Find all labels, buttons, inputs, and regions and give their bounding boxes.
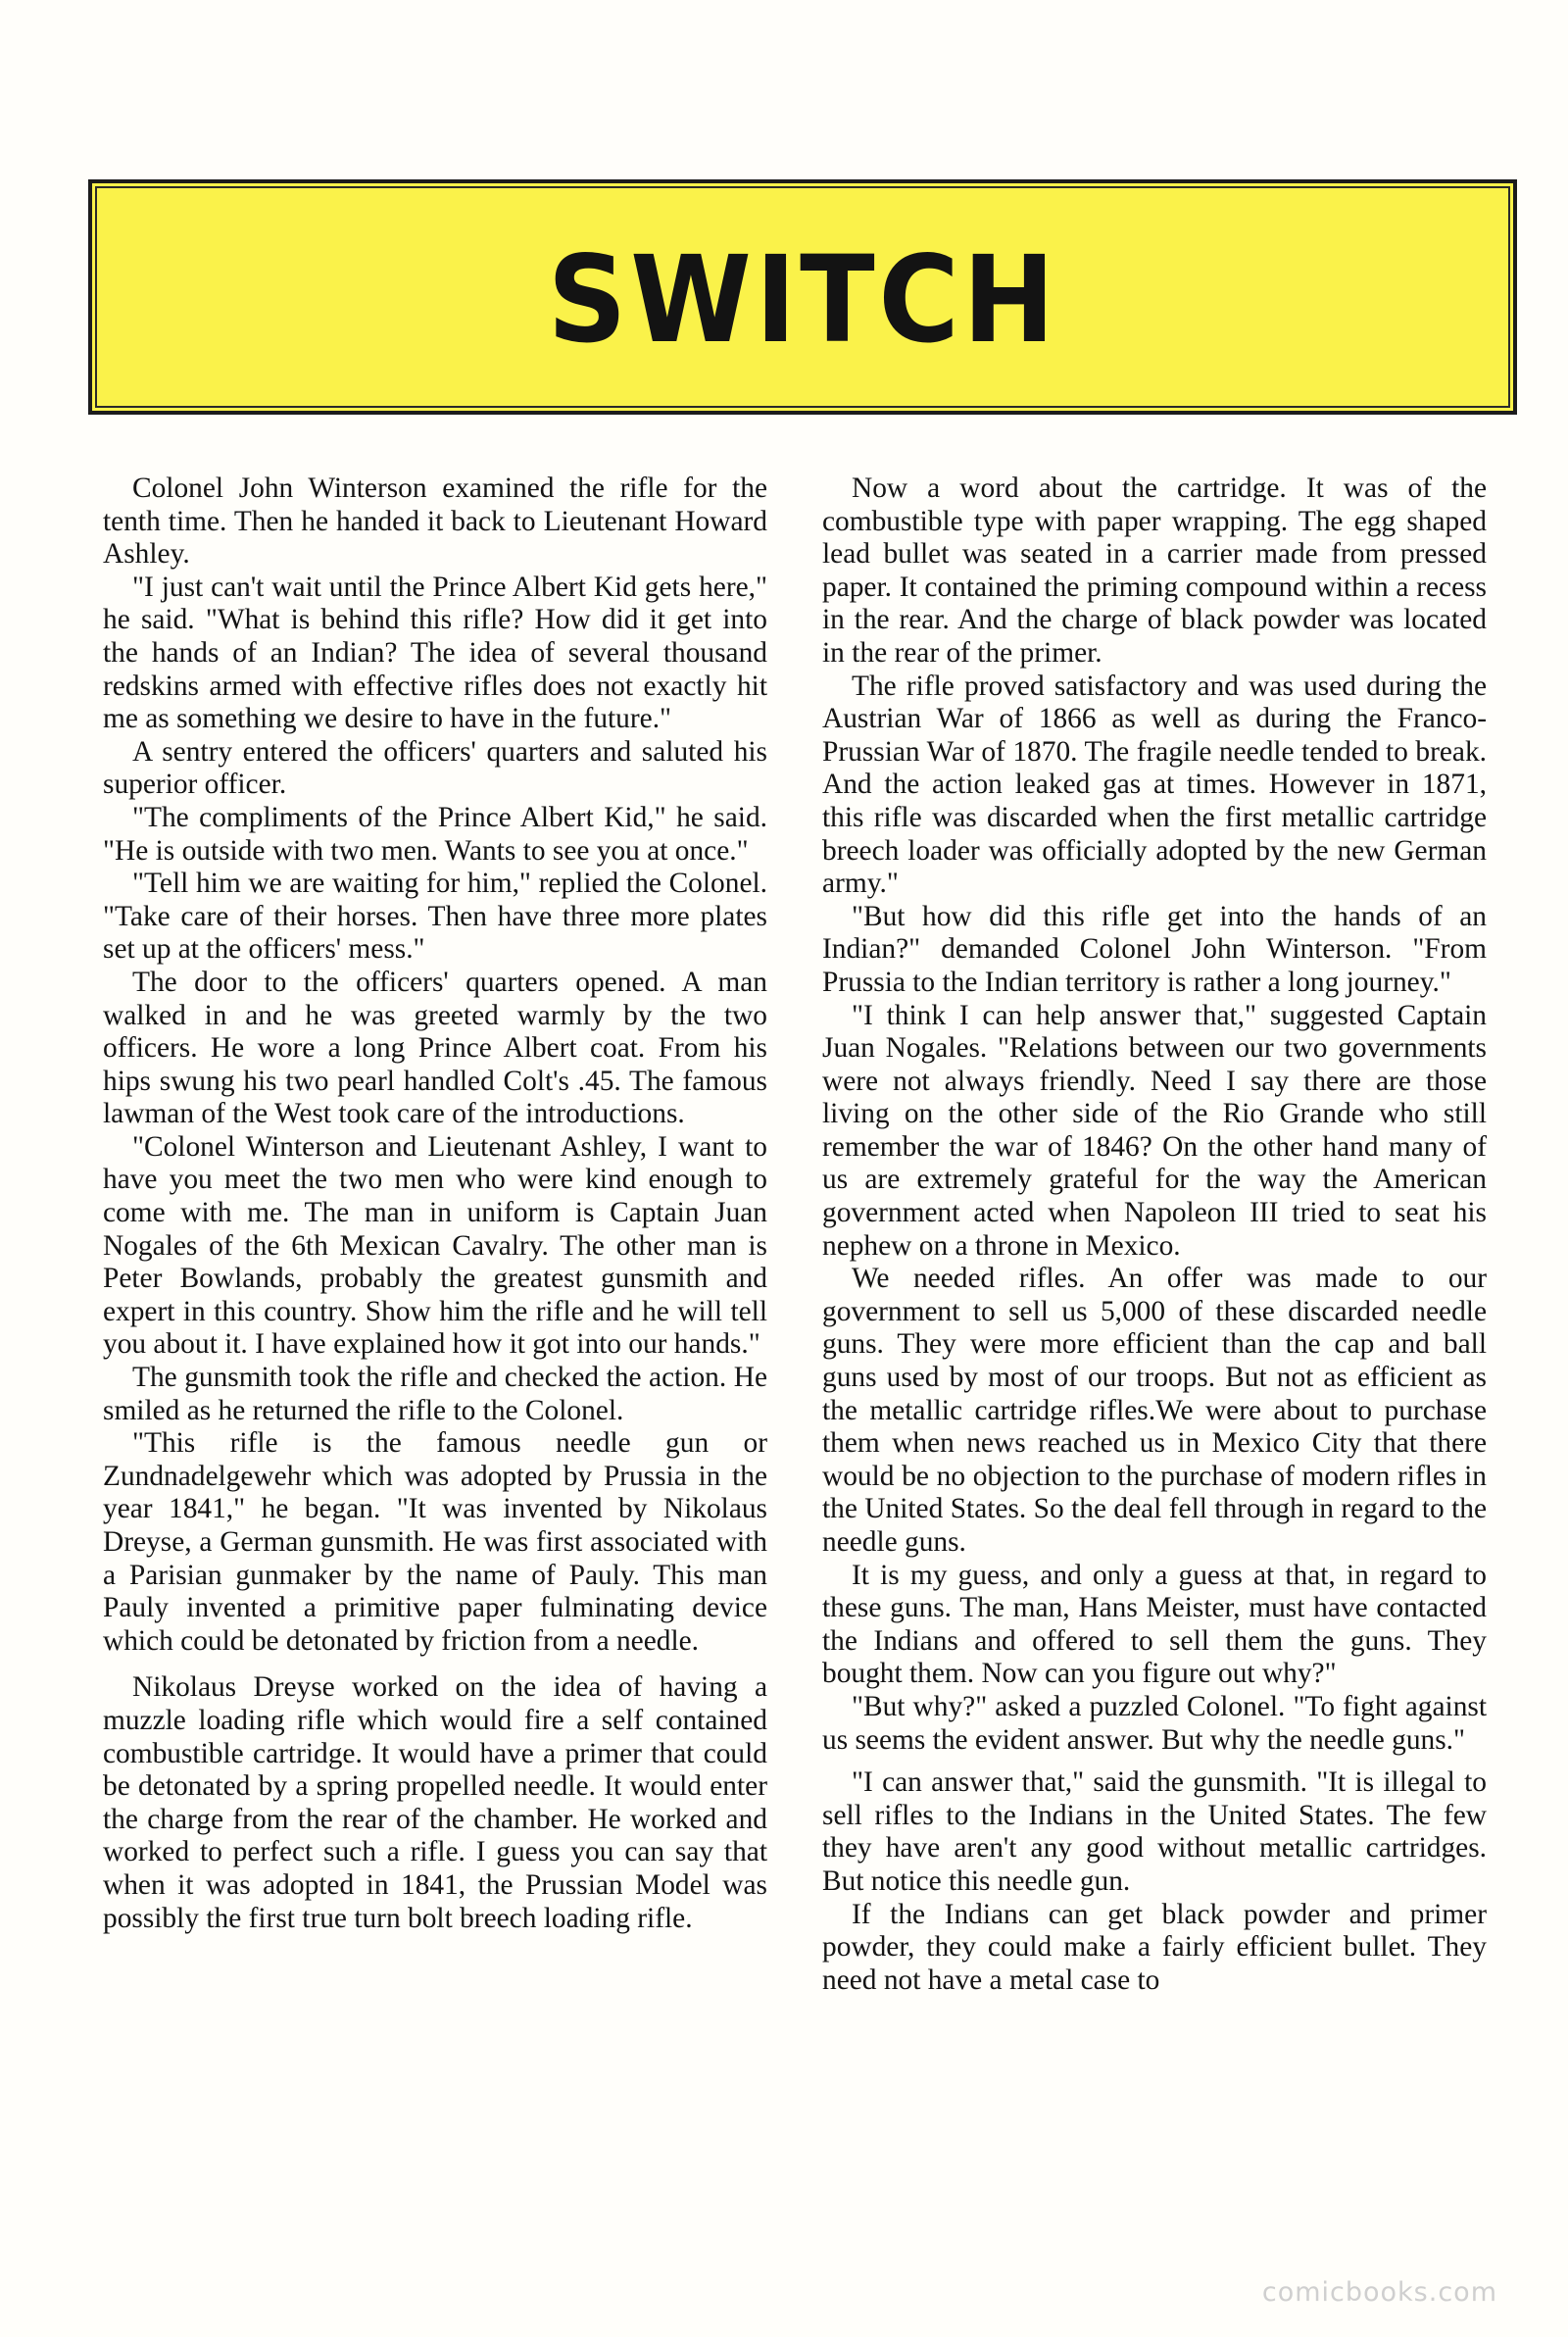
paragraph: "I just can't wait until the Prince Albert Kid gets here," he said. "What is behind this rifle? How did it get into the hands of an Indian? The idea of several thousand redskins armed with effective rifles does not exactly hit me as something we desire to have in the future." (103, 571, 767, 735)
paragraph: "The compliments of the Prince Albert Kid," he said. "He is outside with two men. Wants to see you at once." (103, 801, 767, 867)
paragraph: The rifle proved satisfactory and was used during the Austrian War of 1866 as well as during the Franco-Prussian War of 1870. The fragile needle tended to break. And the action leaked gas at times. However in 1871, this rifle was discarded when the first metallic cartridge breech loader was officially adopted by the new German army." (822, 670, 1487, 900)
paragraph: It is my guess, and only a guess at that, in regard to these guns. The man, Hans Meister, must have contacted the Indians and offered to sell them the guns. They bought them. Now can you figure out why?" (822, 1559, 1487, 1690)
paragraph: "But why?" asked a puzzled Colonel. "To fight against us seems the evident answer. But why the needle guns." (822, 1690, 1487, 1756)
paragraph: The gunsmith took the rifle and checked the action. He smiled as he returned the rifle to the Colonel. (103, 1362, 767, 1426)
paragraph: "I think I can help answer that," suggested Captain Juan Nogales. "Relations between our two governments were not always friendly. Need I say there are those living on the other side of the Rio Grande who still remember the war of 1846? On the other hand many of us are extremely grateful for the way the American government acted when Napoleon III tried to seat his nephew on a throne in Mexico. (822, 999, 1487, 1262)
paragraph: Colonel John Winterson examined the rifle for the tenth time. Then he handed it back to Lieutenant Howard Ashley. (103, 472, 767, 571)
paragraph: "Colonel Winterson and Lieutenant Ashley, I want to have you meet the two men who were kind enough to come with me. The man in uniform is Captain Juan Nogales of the 6th Mexican Cavalry. The other man is Peter Bowlands, probably the greatest gunsmith and expert in this country. Show him the rifle and he will tell you about it. I have explained how it got into our hands." (103, 1130, 767, 1361)
paragraph: Nikolaus Dreyse worked on the idea of having a muzzle loading rifle which would fire a self contained combustible cartridge. It would have a primer that could be detonated by a spring propelled needle. It would enter the charge from the rear of the chamber. He worked and worked to perfect such a rifle. I guess you can say that when it was adopted in 1841, the Prussian Model was possibly the first true turn bolt breech loading rifle. (103, 1671, 767, 1934)
paragraph: "But how did this rifle get into the hands of an Indian?" demanded Colonel John Winterson. "From Prussia to the Indian territory is rather a long journey." (822, 900, 1487, 998)
paragraph: Now a word about the cartridge. It was of the combustible type with paper wrapping. The egg shaped lead bullet was seated in a carrier made from pressed paper. It contained the priming compound within a recess in the rear. And the charge of black powder was located in the rear of the primer. (822, 472, 1487, 669)
right-column (822, 472, 1487, 1997)
paragraph: We needed rifles. An offer was made to our government to sell us 5,000 of these discarded needle guns. They were more efficient than the cap and ball guns used by most of our troops. But not as efficient as the metallic cartridge rifles.We were about to purchase them when news reached us in Mexico City that there would be no objection to the purchase of modern rifles in the United States. So the deal fell through in regard to the needle guns. (822, 1263, 1487, 1558)
paragraph: "Tell him we are waiting for him," replied the Colonel. "Take care of their horses. Then have three more plates set up at the officers' mess." (103, 868, 767, 966)
paragraph: The door to the officers' quarters opened. A man walked in and he was greeted warmly by the two officers. He wore a long Prince Albert coat. From his hips swung his two pearl handled Colt's .45. The famous lawman of the West took care of the introductions. (103, 966, 767, 1130)
title-banner (88, 179, 1517, 415)
paragraph: "I can answer that," said the gunsmith. "It is illegal to sell rifles to the Indians in the United States. The few they have aren't any good without metallic cartridges. But notice this needle gun. (822, 1766, 1487, 1897)
left-column (103, 472, 767, 1935)
paragraph: If the Indians can get black powder and primer powder, they could make a fairly efficient bullet. They need not have a metal case to (822, 1898, 1487, 1996)
site-watermark: comicbooks.com (1261, 2277, 1497, 2308)
paragraph: "This rifle is the famous needle gun or Zundnadelgewehr which was adopted by Prussia in the year 1841," he began. "It was invented by Nikolaus Dreyse, a German gunsmith. He was first associated with a Parisian gunmaker by the name of Pauly. This man Pauly invented a primitive paper fulminating device which could be detonated by friction from a needle. (103, 1427, 767, 1657)
paragraph: A sentry entered the officers' quarters and saluted his superior officer. (103, 735, 767, 801)
story-title: SWITCH (547, 230, 1058, 370)
